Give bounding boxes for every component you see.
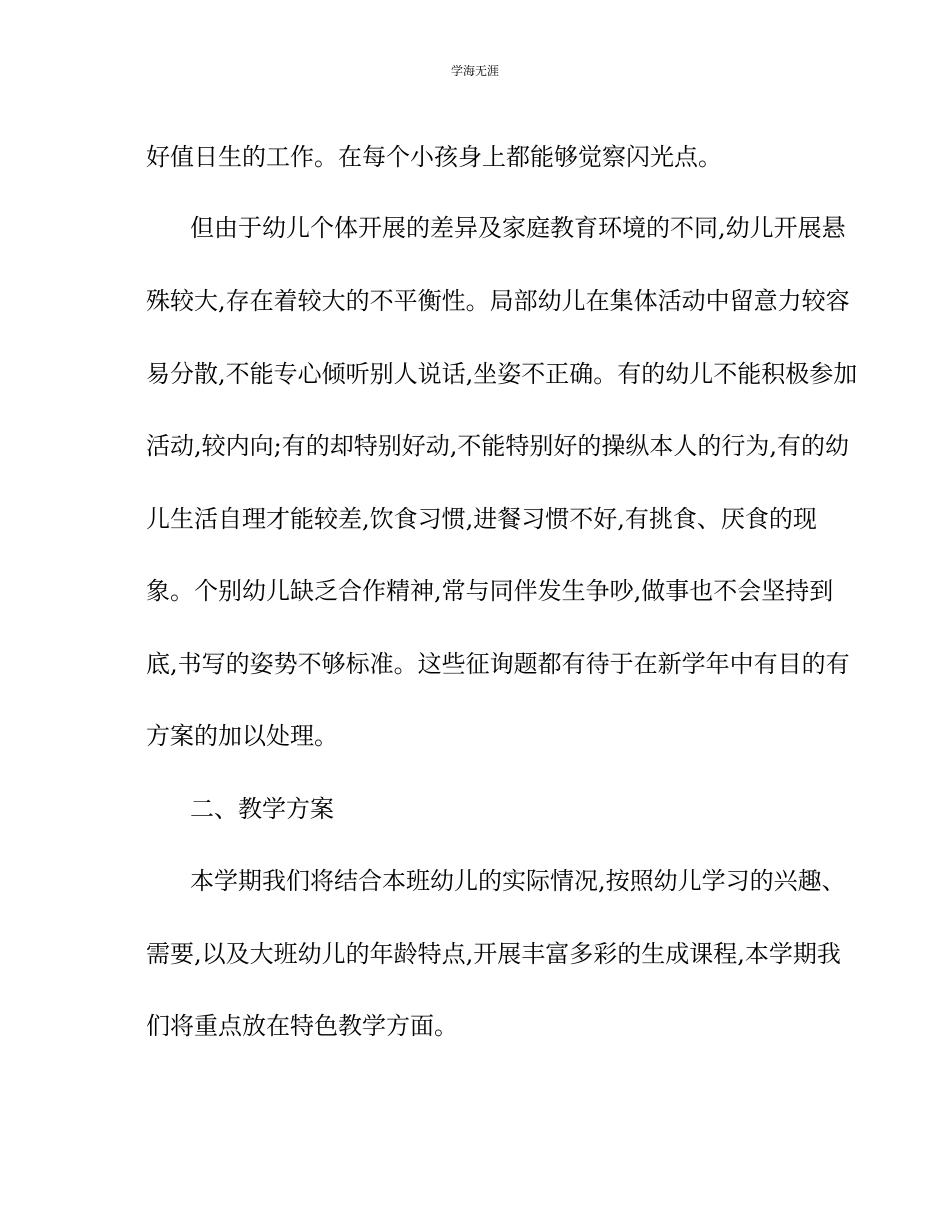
body-line: 方案的加以处理。 [146,722,338,750]
paragraph-first-line: 本学期我们将结合本班幼儿的实际情况,按照幼儿学习的兴趣、 [190,867,846,895]
paragraph-first-line: 但由于幼儿个体开展的差异及家庭教育环境的不同,幼儿开展悬 [190,214,846,242]
body-line: 殊较大,存在着较大的不平衡性。局部幼儿在集体活动中留意力较容 [146,287,850,315]
page-header: 学海无涯 [450,64,499,78]
body-line: 需要,以及大班幼儿的年龄特点,开展丰富多彩的生成课程,本学期我 [146,940,841,968]
body-line: 们将重点放在特色教学方面。 [146,1012,458,1040]
body-line: 好值日生的工作。在每个小孩身上都能够觉察闪光点。 [146,143,722,171]
body-line: 活动,较内向;有的却特别好动,不能特别好的操纵本人的行为,有的幼 [146,432,849,460]
section-heading: 二、教学方案 [190,795,334,823]
body-line: 易分散,不能专心倾听别人说话,坐姿不正确。有的幼儿不能积极参加 [146,360,858,388]
body-line: 象。个别幼儿缺乏合作精神,常与同伴发生争吵,做事也不会坚持到 [146,577,834,605]
body-line: 儿生活自理才能较差,饮食习惯,进餐习惯不好,有挑食、厌食的现 [146,505,817,533]
body-line: 底,书写的姿势不够标准。这些征询题都有待于在新学年中有目的有 [146,650,850,678]
